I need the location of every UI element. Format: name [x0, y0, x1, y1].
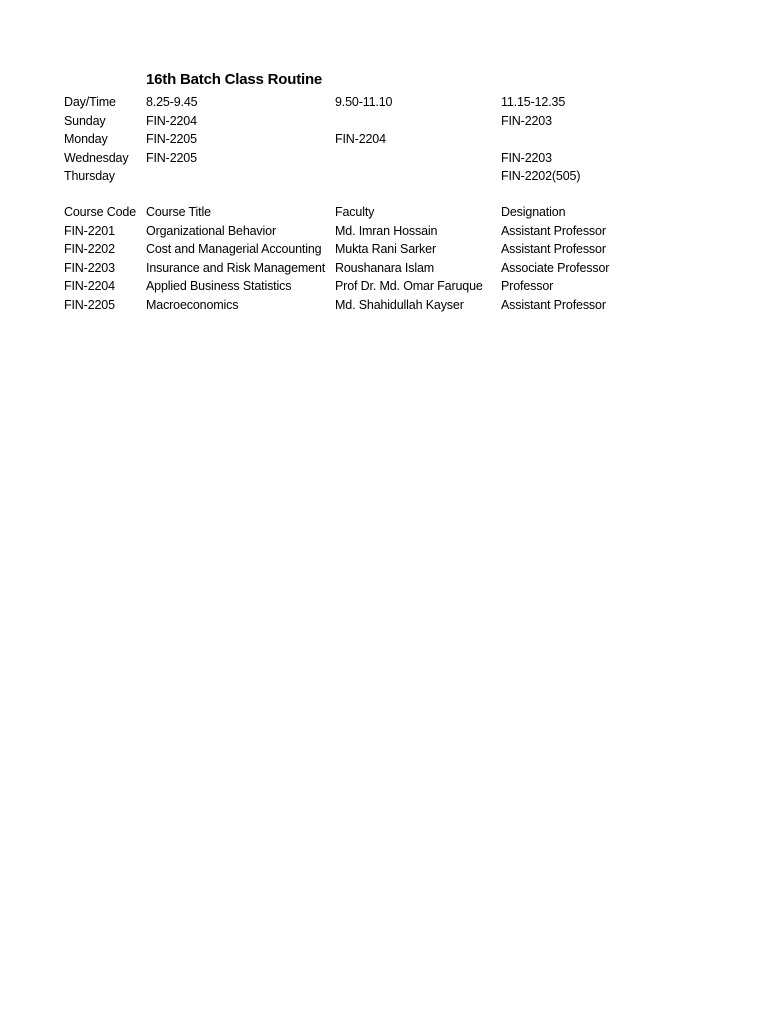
course-header-cell: Faculty	[335, 205, 375, 219]
course-title: Applied Business Statistics	[146, 279, 292, 293]
course-code: FIN-2203	[64, 260, 115, 275]
course-designation: Associate Professor	[501, 260, 610, 275]
routine-cell: FIN-2203	[501, 150, 552, 165]
course-code: FIN-2204	[64, 279, 115, 293]
course-row	[64, 277, 641, 296]
course-designation: Assistant Professor	[501, 223, 606, 238]
routine-cell: FIN-2204	[146, 113, 197, 128]
course-title: Cost and Managerial Accounting	[146, 242, 322, 256]
routine-header-cell: Day/Time	[64, 95, 116, 109]
course-header-cell: Designation	[501, 205, 566, 219]
routine-day: Monday	[64, 132, 108, 146]
course-title: Organizational Behavior	[146, 223, 276, 238]
course-row	[64, 296, 641, 315]
routine-header-cell: 9.50-11.10	[335, 95, 393, 109]
course-table	[64, 203, 641, 314]
course-code: FIN-2201	[64, 223, 115, 238]
course-row	[64, 240, 641, 259]
routine-row	[64, 130, 641, 149]
course-faculty: Roushanara Islam	[335, 260, 435, 275]
routine-cell: FIN-2205	[146, 150, 197, 165]
routine-cell: FIN-2202(505)	[501, 169, 581, 183]
course-code: FIN-2205	[64, 297, 115, 312]
course-header-row	[64, 203, 641, 222]
routine-cell: FIN-2205	[146, 132, 197, 146]
routine-table	[64, 93, 641, 186]
page-title: 16th Batch Class Routine	[146, 71, 323, 88]
course-designation: Assistant Professor	[501, 242, 606, 256]
routine-cell	[335, 112, 501, 131]
routine-cell	[146, 167, 335, 186]
course-faculty: Md. Imran Hossain	[335, 223, 438, 238]
course-faculty: Mukta Rani Sarker	[335, 242, 436, 256]
course-title: Macroeconomics	[146, 297, 239, 312]
routine-cell	[335, 149, 501, 168]
routine-cell: FIN-2203	[501, 113, 552, 128]
routine-day: Wednesday	[64, 150, 129, 165]
routine-cell	[335, 167, 501, 186]
course-faculty: Md. Shahidullah Kayser	[335, 297, 464, 312]
course-designation: Professor	[501, 279, 554, 293]
course-row	[64, 259, 641, 278]
course-row	[64, 222, 641, 241]
routine-row	[64, 149, 641, 168]
routine-day: Thursday	[64, 169, 115, 183]
routine-cell	[501, 130, 641, 149]
routine-cell: FIN-2204	[335, 132, 386, 146]
routine-header-cell: 8.25-9.45	[146, 95, 198, 109]
routine-header-cell: 11.15-12.35	[501, 95, 566, 109]
routine-header-row	[64, 93, 641, 112]
routine-row	[64, 167, 641, 186]
course-code: FIN-2202	[64, 242, 115, 256]
course-designation: Assistant Professor	[501, 297, 606, 312]
course-header-cell: Course Code	[64, 205, 137, 219]
routine-day: Sunday	[64, 113, 106, 128]
routine-row	[64, 112, 641, 131]
course-header-cell: Course Title	[146, 205, 211, 219]
course-faculty: Prof Dr. Md. Omar Faruque	[335, 279, 483, 293]
course-title: Insurance and Risk Management	[146, 260, 326, 275]
